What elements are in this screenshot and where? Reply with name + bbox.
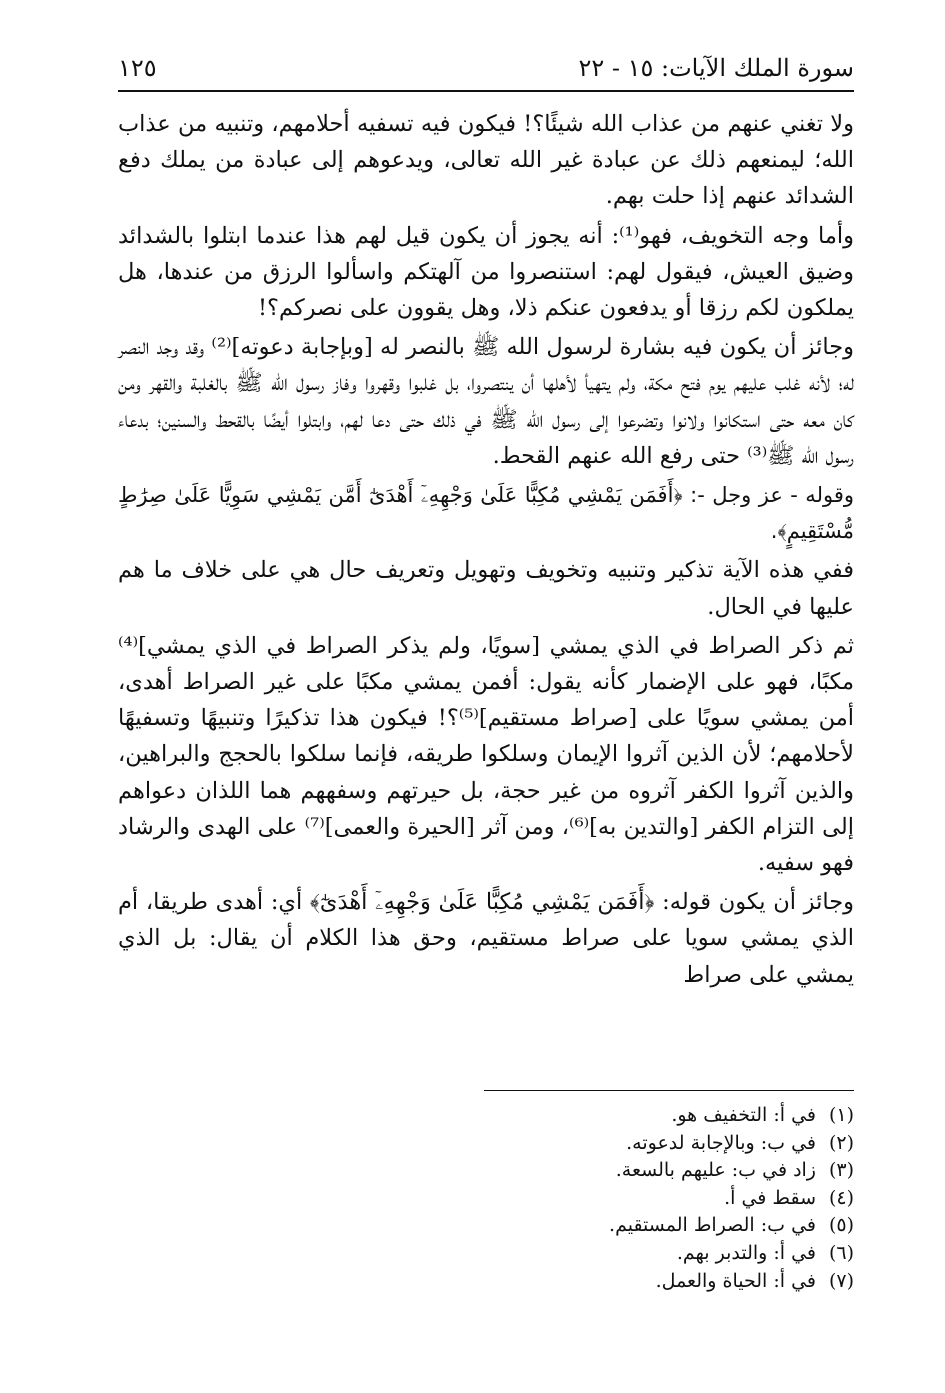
footnote-text: زاد في ب: عليهم بالسعة.	[615, 1159, 816, 1182]
main-text	[118, 106, 854, 996]
footnote	[434, 1157, 854, 1185]
footnote	[434, 1185, 854, 1213]
footnote	[434, 1268, 854, 1296]
footnote-number: (٧)	[828, 1269, 854, 1292]
footnote	[434, 1102, 854, 1130]
paragraph: ففي هذه الآية تذكير وتنبيه وتخويف وتهويل وتعريف حال هي على خلاف ما هم عليها في الحال.	[118, 557, 854, 620]
footnote	[434, 1240, 854, 1268]
quran-verse-paragraph: وقوله - عز وجل -: ﴿أَفَمَن يَمْشِي مُكِبًّا عَلَىٰ وَجْهِهِۦٓ أَهْدَىٰٓ أَمَّن يَمْشِي سَوِيًّا عَلَىٰ صِرَٰطٍ مُّسْتَقِيمٍ﴾.	[118, 483, 854, 544]
paragraph: ثم ذكر الصراط في الذي يمشي [سويًا، ولم يذكر الصراط في الذي يمشي]⁽⁴⁾ مكبًا، فهو على الإضمار كأنه يقول: أفمن يمشي مكبًا على غير الصراط أهدى، أمن يمشي سويًا على [صراط مستقيم]⁽⁵⁾؟! فيكون هذا تذكيرًا وتنبيهًا وتسفيهًا لأحلامهم؛ لأن الذين آثروا الإيمان وسلكوا طريقه، فإنما سلكوا بالحجج والبراهين، والذين آثروا الكفر آثروه من غير حجة، بل حيرتهم وسفههم هما اللذان دعواهم إلى التزام الكفر [والتدين به]⁽⁶⁾، ومن آثر [الحيرة والعمى]⁽⁷⁾ على الهدى والرشاد فهو سفيه.	[118, 632, 855, 877]
footnote-number: (١)	[828, 1104, 854, 1126]
footnote-number: (٢)	[828, 1131, 854, 1154]
footnote-separator	[484, 1090, 854, 1091]
footnote-text: سقط في أ.	[724, 1186, 816, 1209]
footnote-text: في أ: التخفيف هو.	[671, 1104, 816, 1126]
paragraph: وجائز أن يكون فيه بشارة لرسول الله ﷺ بالنصر له [وبإجابة دعوته]⁽²⁾ وقد وجد النصر له؛ لأنه غلب عليهم يوم فتح مكة، ولم يتهيأ لأهلها أن ينتصروا، بل غلبوا وقهروا وفاز رسول الله ﷺ بالغلبة والقهر ومن كان معه حتى استكانوا ولانوا وتضرعوا إلى رسول الله ﷺ في ذلك حتى دعا لهم، وابتلوا أيضًا بالقحط والسنين؛ بدعاء رسول الله ﷺ⁽³⁾ حتى رفع الله عنهم القحط.	[118, 334, 854, 469]
paragraph: وجائز أن يكون قوله: ﴿أَفَمَن يَمْشِي مُكِبًّا عَلَىٰ وَجْهِهِۦٓ أَهْدَىٰٓ﴾ أي: أهدى طريقا، أم الذي يمشي سويا على صراط مستقيم، وحق هذا الكلام أن يقال: بل الذي يمشي على صراط	[118, 889, 854, 988]
footnote-text: في ب: الصراط المستقيم.	[609, 1214, 816, 1237]
footnotes	[434, 1102, 854, 1295]
paragraph: وأما وجه التخويف، فهو⁽¹⁾: أنه يجوز أن يكون قيل لهم هذا عندما ابتلوا بالشدائد وضيق العيش، فيقول لهم: استنصروا من آلهتكم واسألوا الرزق من عندها، هل يملكون لكم رزقا أو يدفعون عنكم ذلا، وهل يقوون على نصركم؟!	[118, 222, 854, 322]
footnote	[434, 1212, 854, 1240]
footnote-number: (٤)	[828, 1186, 854, 1209]
page-number: ١٢٥	[118, 54, 157, 82]
footnote-number: (٥)	[828, 1214, 854, 1237]
footnote-number: (٦)	[828, 1241, 854, 1264]
footnote-text: في أ: الحياة والعمل.	[655, 1269, 816, 1292]
footnote-number: (٣)	[828, 1159, 854, 1182]
footnote-text: في ب: وبالإجابة لدعوته.	[626, 1131, 816, 1154]
running-header	[118, 50, 854, 92]
chapter-title: سورة الملك الآيات: ١٥ - ٢٢	[578, 54, 854, 82]
paragraph: ولا تغني عنهم من عذاب الله شيئًا؟! فيكون فيه تسفيه أحلامهم، وتنبيه من عذاب الله؛ ليمنعهم ذلك عن عبادة غير الله تعالى، ويدعوهم إلى عبادة من يملك دفع الشدائد عنهم إذا حلت بهم.	[118, 111, 854, 210]
footnote-text: في أ: والتدبر بهم.	[676, 1241, 816, 1264]
footnote	[434, 1130, 854, 1158]
